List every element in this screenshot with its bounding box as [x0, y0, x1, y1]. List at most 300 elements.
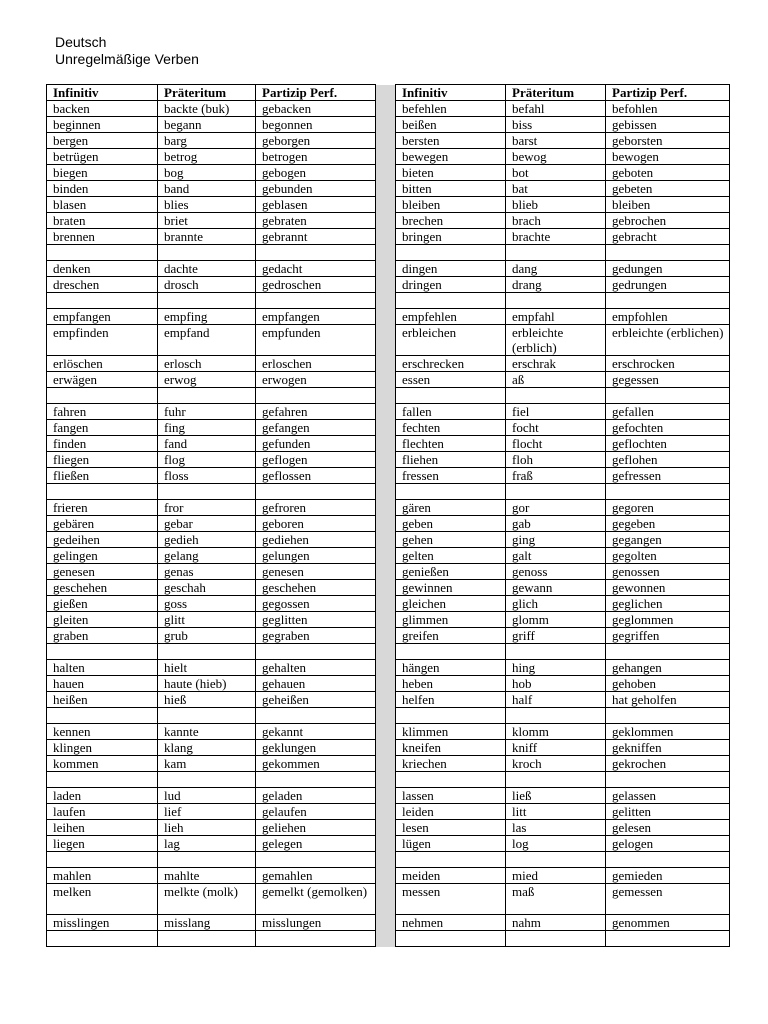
column-gap — [376, 197, 396, 213]
cell-partizip-left: geblasen — [256, 197, 376, 213]
cell-praeteritum-left: empfand — [158, 325, 256, 356]
cell-praeteritum-left: begann — [158, 117, 256, 133]
cell-praeteritum-left: dachte — [158, 261, 256, 277]
cell-praeteritum-left: betrog — [158, 149, 256, 165]
cell-partizip-right: genossen — [606, 564, 730, 580]
cell-infinitiv-left — [47, 931, 158, 947]
spacer-row — [47, 852, 730, 868]
cell-infinitiv-right: greifen — [396, 628, 506, 644]
cell-partizip-right: gekrochen — [606, 756, 730, 772]
cell-praeteritum-left: floss — [158, 468, 256, 484]
cell-praeteritum-right: floh — [506, 452, 606, 468]
cell-praeteritum-right: aß — [506, 372, 606, 388]
cell-praeteritum-right: mied — [506, 868, 606, 884]
table-header-row — [47, 85, 730, 101]
cell-partizip-left: geboren — [256, 516, 376, 532]
column-gap — [376, 660, 396, 676]
cell-partizip-left: gebacken — [256, 101, 376, 117]
column-gap — [376, 420, 396, 436]
column-gap — [376, 452, 396, 468]
cell-partizip-left: gelegen — [256, 836, 376, 852]
cell-praeteritum-left — [158, 931, 256, 947]
cell-infinitiv-right — [396, 245, 506, 261]
cell-partizip-right: bleiben — [606, 197, 730, 213]
cell-praeteritum-left: fand — [158, 436, 256, 452]
column-gap — [376, 820, 396, 836]
column-gap — [376, 277, 396, 293]
column-gap — [376, 468, 396, 484]
cell-partizip-right — [606, 484, 730, 500]
header-praeteritum-left: Präteritum — [158, 85, 256, 101]
cell-infinitiv-left: gleiten — [47, 612, 158, 628]
cell-partizip-right: geklommen — [606, 724, 730, 740]
column-gap — [376, 868, 396, 884]
cell-partizip-left: betrogen — [256, 149, 376, 165]
cell-partizip-left: gekannt — [256, 724, 376, 740]
cell-infinitiv-right — [396, 708, 506, 724]
cell-infinitiv-right — [396, 644, 506, 660]
cell-infinitiv-right: gelten — [396, 548, 506, 564]
cell-praeteritum-left: klang — [158, 740, 256, 756]
cell-praeteritum-right — [506, 708, 606, 724]
cell-partizip-left — [256, 708, 376, 724]
cell-praeteritum-left: melkte (molk) — [158, 884, 256, 915]
column-gap — [376, 804, 396, 820]
cell-praeteritum-right: barst — [506, 133, 606, 149]
table-row — [47, 500, 730, 516]
table-row — [47, 676, 730, 692]
cell-praeteritum-right: empfahl — [506, 309, 606, 325]
cell-partizip-left: gefroren — [256, 500, 376, 516]
cell-infinitiv-right: bitten — [396, 181, 506, 197]
cell-infinitiv-right: bersten — [396, 133, 506, 149]
cell-infinitiv-right: flechten — [396, 436, 506, 452]
cell-infinitiv-right: fechten — [396, 420, 506, 436]
cell-praeteritum-left — [158, 388, 256, 404]
column-gap — [376, 708, 396, 724]
cell-infinitiv-left: binden — [47, 181, 158, 197]
cell-praeteritum-left: gedieh — [158, 532, 256, 548]
cell-partizip-left — [256, 931, 376, 947]
cell-partizip-right: gelitten — [606, 804, 730, 820]
cell-partizip-left: gelungen — [256, 548, 376, 564]
cell-infinitiv-left: empfangen — [47, 309, 158, 325]
cell-partizip-right — [606, 931, 730, 947]
cell-infinitiv-left: graben — [47, 628, 158, 644]
cell-partizip-right: gefressen — [606, 468, 730, 484]
cell-praeteritum-left — [158, 852, 256, 868]
cell-infinitiv-right: fliehen — [396, 452, 506, 468]
column-gap — [376, 915, 396, 931]
table-row — [47, 516, 730, 532]
cell-partizip-right: gegolten — [606, 548, 730, 564]
cell-praeteritum-left: gelang — [158, 548, 256, 564]
cell-partizip-left: geflogen — [256, 452, 376, 468]
cell-infinitiv-left — [47, 852, 158, 868]
cell-partizip-right: gewonnen — [606, 580, 730, 596]
table-row — [47, 149, 730, 165]
cell-partizip-right: gebracht — [606, 229, 730, 245]
column-gap — [376, 740, 396, 756]
cell-partizip-right: gebissen — [606, 117, 730, 133]
column-gap — [376, 836, 396, 852]
cell-infinitiv-left: dreschen — [47, 277, 158, 293]
cell-infinitiv-left: halten — [47, 660, 158, 676]
cell-partizip-right: gedrungen — [606, 277, 730, 293]
cell-partizip-left: gefangen — [256, 420, 376, 436]
cell-partizip-left — [256, 484, 376, 500]
table-row — [47, 309, 730, 325]
cell-partizip-right: gemieden — [606, 868, 730, 884]
column-gap — [376, 149, 396, 165]
cell-partizip-right: gefochten — [606, 420, 730, 436]
table-row — [47, 548, 730, 564]
column-gap — [376, 356, 396, 372]
column-gap — [376, 756, 396, 772]
cell-infinitiv-right — [396, 484, 506, 500]
cell-partizip-left: gekommen — [256, 756, 376, 772]
cell-praeteritum-left: haute (hieb) — [158, 676, 256, 692]
cell-partizip-left: misslungen — [256, 915, 376, 931]
cell-infinitiv-right: heben — [396, 676, 506, 692]
cell-partizip-left: gemelkt (gemolken) — [256, 884, 376, 915]
cell-infinitiv-right: bieten — [396, 165, 506, 181]
cell-partizip-right: erschrocken — [606, 356, 730, 372]
cell-praeteritum-left: fing — [158, 420, 256, 436]
cell-partizip-right: gelassen — [606, 788, 730, 804]
cell-infinitiv-right: bleiben — [396, 197, 506, 213]
cell-infinitiv-left: brennen — [47, 229, 158, 245]
cell-partizip-left: gegossen — [256, 596, 376, 612]
cell-partizip-right: gedungen — [606, 261, 730, 277]
header-praeteritum-right: Präteritum — [506, 85, 606, 101]
cell-praeteritum-left — [158, 484, 256, 500]
cell-partizip-left: gebunden — [256, 181, 376, 197]
cell-infinitiv-left: bergen — [47, 133, 158, 149]
cell-infinitiv-right: befehlen — [396, 101, 506, 117]
column-gap — [376, 484, 396, 500]
cell-praeteritum-left: barg — [158, 133, 256, 149]
column-gap — [376, 580, 396, 596]
table-row — [47, 740, 730, 756]
cell-infinitiv-left: blasen — [47, 197, 158, 213]
cell-praeteritum-left — [158, 644, 256, 660]
column-gap — [376, 388, 396, 404]
cell-partizip-left: geflossen — [256, 468, 376, 484]
cell-infinitiv-left: klingen — [47, 740, 158, 756]
cell-partizip-left — [256, 772, 376, 788]
column-gap — [376, 245, 396, 261]
cell-infinitiv-left — [47, 484, 158, 500]
cell-infinitiv-right — [396, 852, 506, 868]
cell-infinitiv-left: heißen — [47, 692, 158, 708]
column-gap — [376, 181, 396, 197]
cell-praeteritum-left: lag — [158, 836, 256, 852]
cell-partizip-right: gemessen — [606, 884, 730, 915]
column-gap — [376, 372, 396, 388]
cell-infinitiv-right: klimmen — [396, 724, 506, 740]
table-row — [47, 836, 730, 852]
cell-praeteritum-right: klomm — [506, 724, 606, 740]
cell-partizip-left: gedacht — [256, 261, 376, 277]
cell-partizip-right: geglichen — [606, 596, 730, 612]
cell-infinitiv-left: gießen — [47, 596, 158, 612]
cell-praeteritum-right: galt — [506, 548, 606, 564]
cell-infinitiv-right: kriechen — [396, 756, 506, 772]
column-gap — [376, 548, 396, 564]
table-row — [47, 788, 730, 804]
table-body — [47, 101, 730, 947]
cell-partizip-right: gelogen — [606, 836, 730, 852]
cell-infinitiv-right: bringen — [396, 229, 506, 245]
cell-infinitiv-left: hauen — [47, 676, 158, 692]
cell-praeteritum-left: band — [158, 181, 256, 197]
column-gap — [376, 500, 396, 516]
cell-partizip-left: gebraten — [256, 213, 376, 229]
cell-praeteritum-right — [506, 644, 606, 660]
cell-partizip-left: genesen — [256, 564, 376, 580]
cell-infinitiv-left: misslingen — [47, 915, 158, 931]
cell-praeteritum-right: gewann — [506, 580, 606, 596]
cell-infinitiv-left: laden — [47, 788, 158, 804]
table-row — [47, 532, 730, 548]
cell-praeteritum-left: backte (buk) — [158, 101, 256, 117]
column-gap — [376, 724, 396, 740]
table-row — [47, 213, 730, 229]
cell-partizip-right: gegeben — [606, 516, 730, 532]
cell-praeteritum-left: fror — [158, 500, 256, 516]
cell-praeteritum-right: gab — [506, 516, 606, 532]
cell-praeteritum-left: empfing — [158, 309, 256, 325]
cell-infinitiv-left — [47, 772, 158, 788]
table-row — [47, 117, 730, 133]
table-row — [47, 356, 730, 372]
table-row — [47, 820, 730, 836]
cell-praeteritum-right: flocht — [506, 436, 606, 452]
cell-partizip-left: gehauen — [256, 676, 376, 692]
cell-infinitiv-left: fangen — [47, 420, 158, 436]
cell-infinitiv-right: fallen — [396, 404, 506, 420]
cell-partizip-left: gefahren — [256, 404, 376, 420]
cell-partizip-left: gegraben — [256, 628, 376, 644]
column-gap — [376, 772, 396, 788]
cell-infinitiv-left: beginnen — [47, 117, 158, 133]
cell-praeteritum-right — [506, 484, 606, 500]
cell-praeteritum-left: bog — [158, 165, 256, 181]
table-row — [47, 436, 730, 452]
table-row — [47, 580, 730, 596]
table-row — [47, 229, 730, 245]
table-row — [47, 692, 730, 708]
cell-infinitiv-right: empfehlen — [396, 309, 506, 325]
column-gap — [376, 532, 396, 548]
table-row — [47, 277, 730, 293]
cell-praeteritum-right — [506, 293, 606, 309]
cell-partizip-right: geflochten — [606, 436, 730, 452]
cell-infinitiv-right: lügen — [396, 836, 506, 852]
cell-praeteritum-left: lud — [158, 788, 256, 804]
cell-partizip-right: hat geholfen — [606, 692, 730, 708]
cell-praeteritum-left: glitt — [158, 612, 256, 628]
cell-infinitiv-left: gedeihen — [47, 532, 158, 548]
table-row — [47, 452, 730, 468]
column-gap — [376, 325, 396, 356]
cell-praeteritum-right: glich — [506, 596, 606, 612]
cell-partizip-right — [606, 772, 730, 788]
cell-partizip-right: gegriffen — [606, 628, 730, 644]
cell-partizip-left: gelaufen — [256, 804, 376, 820]
cell-praeteritum-right: kniff — [506, 740, 606, 756]
cell-partizip-right — [606, 708, 730, 724]
cell-praeteritum-right: genoss — [506, 564, 606, 580]
cell-praeteritum-right — [506, 388, 606, 404]
spacer-row — [47, 245, 730, 261]
cell-partizip-right: gebrochen — [606, 213, 730, 229]
cell-partizip-left: gedroschen — [256, 277, 376, 293]
column-gap — [376, 404, 396, 420]
cell-infinitiv-left: betrügen — [47, 149, 158, 165]
cell-praeteritum-right: fiel — [506, 404, 606, 420]
cell-praeteritum-left: brannte — [158, 229, 256, 245]
cell-praeteritum-right — [506, 852, 606, 868]
cell-partizip-left: geschehen — [256, 580, 376, 596]
cell-praeteritum-right: bat — [506, 181, 606, 197]
cell-praeteritum-right: brachte — [506, 229, 606, 245]
cell-partizip-left: erloschen — [256, 356, 376, 372]
cell-partizip-left — [256, 644, 376, 660]
cell-praeteritum-right: biss — [506, 117, 606, 133]
spacer-row — [47, 388, 730, 404]
cell-infinitiv-right: gleichen — [396, 596, 506, 612]
cell-praeteritum-left: goss — [158, 596, 256, 612]
cell-partizip-left: geladen — [256, 788, 376, 804]
column-gap — [376, 133, 396, 149]
table-row — [47, 372, 730, 388]
cell-praeteritum-right: gor — [506, 500, 606, 516]
cell-infinitiv-left: kennen — [47, 724, 158, 740]
cell-infinitiv-right: hängen — [396, 660, 506, 676]
cell-praeteritum-left — [158, 245, 256, 261]
column-gap — [376, 596, 396, 612]
cell-partizip-right: geboten — [606, 165, 730, 181]
column-gap — [376, 676, 396, 692]
cell-partizip-left: geheißen — [256, 692, 376, 708]
cell-praeteritum-right: maß — [506, 884, 606, 915]
spacer-row — [47, 484, 730, 500]
cell-partizip-right: gelesen — [606, 820, 730, 836]
table-row — [47, 261, 730, 277]
cell-praeteritum-right: dang — [506, 261, 606, 277]
cell-partizip-right: geflohen — [606, 452, 730, 468]
cell-infinitiv-right: dringen — [396, 277, 506, 293]
header-partizip-right: Partizip Perf. — [606, 85, 730, 101]
cell-infinitiv-left — [47, 293, 158, 309]
cell-praeteritum-right: half — [506, 692, 606, 708]
cell-infinitiv-right: messen — [396, 884, 506, 915]
cell-partizip-right: gehoben — [606, 676, 730, 692]
cell-praeteritum-right — [506, 772, 606, 788]
cell-partizip-left — [256, 388, 376, 404]
table-row — [47, 197, 730, 213]
cell-infinitiv-right — [396, 388, 506, 404]
cell-praeteritum-left — [158, 293, 256, 309]
column-gap — [376, 213, 396, 229]
cell-infinitiv-left — [47, 388, 158, 404]
cell-praeteritum-right: litt — [506, 804, 606, 820]
cell-infinitiv-left: erlöschen — [47, 356, 158, 372]
cell-infinitiv-left: frieren — [47, 500, 158, 516]
cell-partizip-right: gekniffen — [606, 740, 730, 756]
table-row — [47, 101, 730, 117]
cell-partizip-left: geglitten — [256, 612, 376, 628]
cell-praeteritum-left: flog — [158, 452, 256, 468]
cell-praeteritum-left: fuhr — [158, 404, 256, 420]
column-gap — [376, 309, 396, 325]
cell-partizip-left: gemahlen — [256, 868, 376, 884]
cell-partizip-left: erwogen — [256, 372, 376, 388]
cell-infinitiv-left — [47, 708, 158, 724]
column-gap — [376, 612, 396, 628]
cell-infinitiv-right: gewinnen — [396, 580, 506, 596]
cell-partizip-right: gebeten — [606, 181, 730, 197]
cell-partizip-right: genommen — [606, 915, 730, 931]
column-gap — [376, 229, 396, 245]
cell-infinitiv-right: bewegen — [396, 149, 506, 165]
cell-infinitiv-right: brechen — [396, 213, 506, 229]
cell-partizip-left: gefunden — [256, 436, 376, 452]
cell-praeteritum-right — [506, 245, 606, 261]
cell-partizip-right — [606, 388, 730, 404]
table-row — [47, 804, 730, 820]
cell-infinitiv-left: mahlen — [47, 868, 158, 884]
cell-praeteritum-right: griff — [506, 628, 606, 644]
cell-partizip-left: empfunden — [256, 325, 376, 356]
column-gap — [376, 436, 396, 452]
cell-infinitiv-left: biegen — [47, 165, 158, 181]
cell-infinitiv-left: liegen — [47, 836, 158, 852]
cell-infinitiv-right — [396, 931, 506, 947]
cell-partizip-right: bewogen — [606, 149, 730, 165]
spacer-row — [47, 772, 730, 788]
cell-partizip-left: begonnen — [256, 117, 376, 133]
cell-partizip-right: gegessen — [606, 372, 730, 388]
irregular-verbs-table — [46, 84, 730, 947]
header-infinitiv-right: Infinitiv — [396, 85, 506, 101]
cell-praeteritum-right: erbleichte (erblich) — [506, 325, 606, 356]
cell-partizip-left: geklungen — [256, 740, 376, 756]
table-row — [47, 468, 730, 484]
cell-infinitiv-right: lassen — [396, 788, 506, 804]
cell-infinitiv-left: genesen — [47, 564, 158, 580]
cell-partizip-left — [256, 293, 376, 309]
cell-infinitiv-left — [47, 644, 158, 660]
cell-infinitiv-right — [396, 772, 506, 788]
cell-infinitiv-right: kneifen — [396, 740, 506, 756]
cell-infinitiv-left: empfinden — [47, 325, 158, 356]
cell-partizip-left: gehalten — [256, 660, 376, 676]
table-row — [47, 420, 730, 436]
cell-praeteritum-left: mahlte — [158, 868, 256, 884]
cell-infinitiv-right: fressen — [396, 468, 506, 484]
cell-praeteritum-left — [158, 772, 256, 788]
cell-praeteritum-right: hing — [506, 660, 606, 676]
header-partizip-left: Partizip Perf. — [256, 85, 376, 101]
table-row — [47, 884, 730, 915]
cell-praeteritum-right: befahl — [506, 101, 606, 117]
column-gap — [376, 165, 396, 181]
cell-praeteritum-right: erschrak — [506, 356, 606, 372]
table-row — [47, 133, 730, 149]
